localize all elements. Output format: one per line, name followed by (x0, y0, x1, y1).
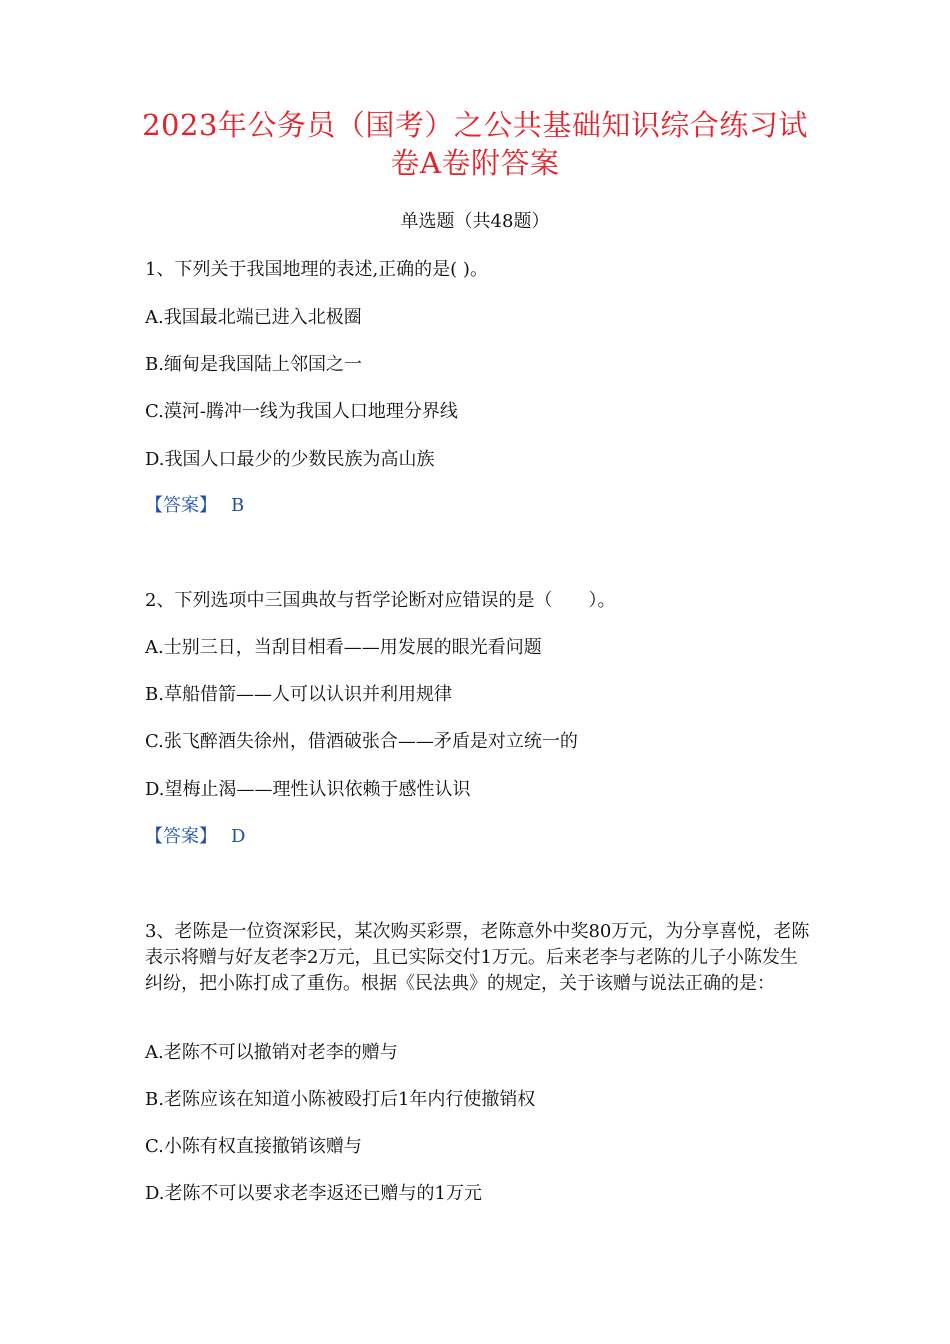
question-1-answer (145, 494, 244, 518)
question-1-option-d: D.我国人口最少的少数民族为高山族 (145, 449, 435, 470)
question-2-answer (145, 825, 245, 849)
question-3-option-c: C.小陈有权直接撤销该赠与 (145, 1136, 362, 1157)
section-heading: 单选题（共48题） (400, 211, 550, 232)
question-3-option-d: D.老陈不可以要求老李返还已赠与的1万元 (145, 1183, 482, 1204)
title-line-1: 2023年公务员（国考）之公共基础知识综合练习试 (142, 108, 808, 142)
question-3-option-a: A.老陈不可以撤销对老李的赠与 (145, 1042, 398, 1063)
answer-value: D (231, 826, 246, 847)
question-2-option-c: C.张飞醉酒失徐州，借酒破张合——矛盾是对立统一的 (145, 731, 578, 752)
question-2-stem: 2、下列选项中三国典故与哲学论断对应错误的是（ ）。 (145, 590, 616, 611)
question-2-option-b: B.草船借箭——人可以认识并利用规律 (145, 684, 452, 705)
answer-value: B (231, 495, 245, 516)
question-1-option-c: C.漠河-腾冲一线为我国人口地理分界线 (145, 401, 458, 422)
document-title (120, 106, 830, 182)
question-1-stem: 1、下列关于我国地理的表述,正确的是( )。 (145, 259, 488, 280)
answer-label: 【答案】 (145, 495, 217, 516)
question-2-option-a: A.士别三日，当刮目相看——用发展的眼光看问题 (145, 637, 542, 658)
question-1-option-a: A.我国最北端已进入北极圈 (145, 307, 362, 328)
question-3-stem: 3、老陈是一位资深彩民，某次购买彩票，老陈意外中奖80万元，为分享喜悦，老陈表示将赠与好友老李2万元，且已实际交付1万元。后来老李与老陈的儿子小陈发生纠纷，把小陈打成了重伤。根据《民法典》的规定，关于该赠与说法正确的是： (145, 921, 810, 994)
question-3-option-b: B.老陈应该在知道小陈被殴打后1年内行使撤销权 (145, 1089, 536, 1110)
question-1-option-b: B.缅甸是我国陆上邻国之一 (145, 354, 362, 375)
question-2-option-d: D.望梅止渴——理性认识依赖于感性认识 (145, 779, 471, 800)
answer-label: 【答案】 (145, 826, 217, 847)
title-line-2: 卷A卷附答案 (390, 146, 560, 180)
